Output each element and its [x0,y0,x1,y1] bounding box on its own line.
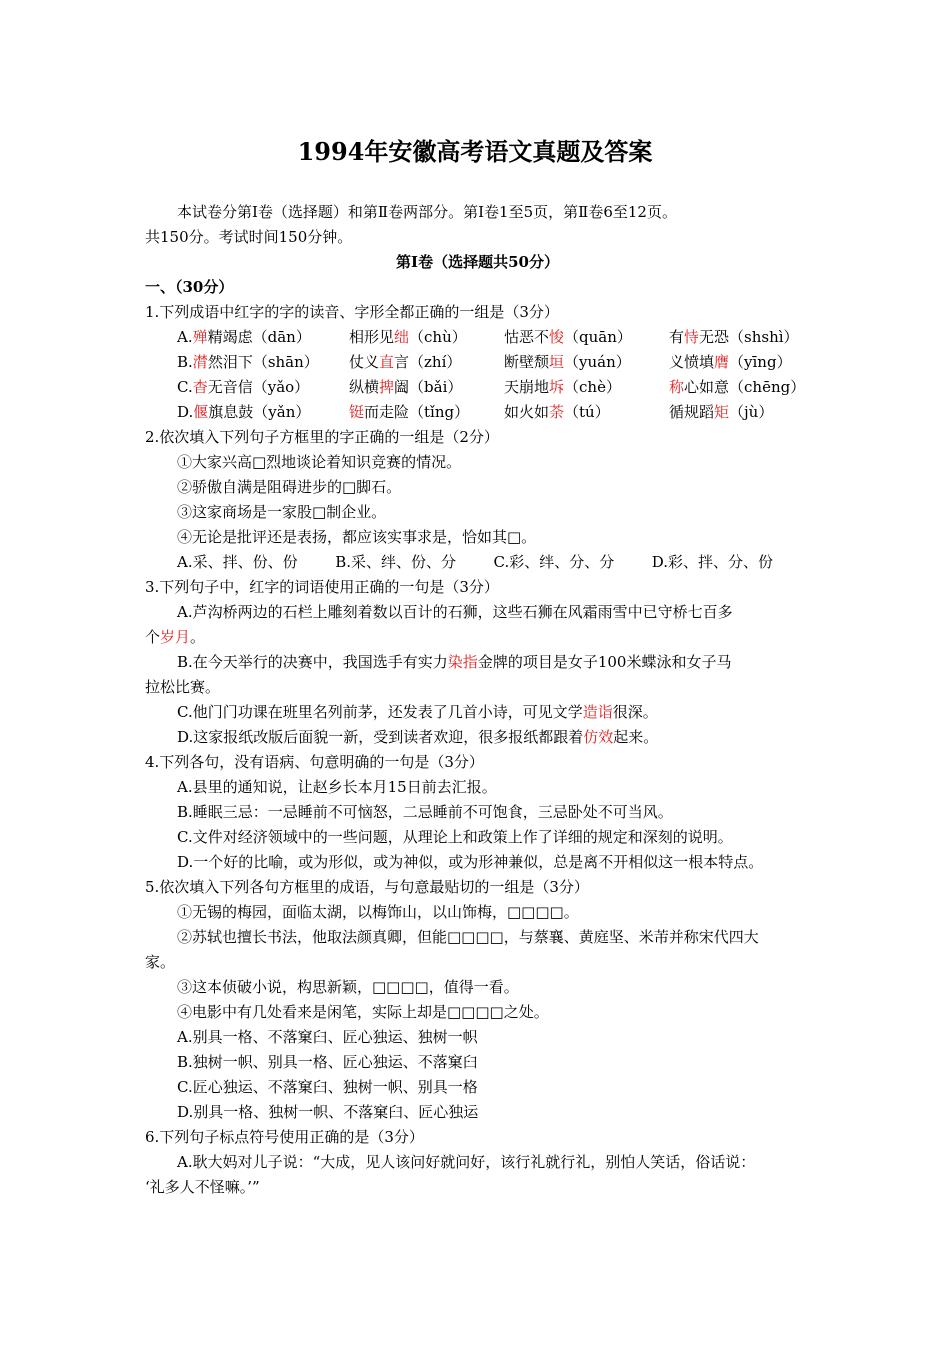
highlight-char: 潸 [192,353,208,371]
q1-options [145,325,810,425]
highlight-char: 捭 [379,378,395,396]
q1-idiom: C.杳无音信（yǎo） [177,378,310,396]
intro-line-1: 本试卷分第Ⅰ卷（选择题）和第Ⅱ卷两部分。第Ⅰ卷1至5页，第Ⅱ卷6至12页。 [177,203,677,221]
q2-choice-b: B.采、绊、份、分 [335,553,457,571]
q1-idiom: 循规蹈矩（jù） [669,403,774,421]
q5-sentence-4: ④电影中有几处看来是闲笔，实际上却是□□□□之处。 [177,1003,549,1021]
q2-choices [145,550,810,575]
highlight-char: 杳 [192,378,208,396]
q1-option-row [145,400,810,425]
section-title: 第Ⅰ卷（选择题共50分） [396,253,559,271]
q2-choice-a: A.采、拌、份、份 [177,553,298,571]
highlight-char: 恃 [684,328,700,346]
highlight-char: 绌 [394,328,410,346]
q4-option-c: C.文件对经济领域中的一些问题，从理论上和政策上作了详细的规定和深刻的说明。 [177,828,733,846]
highlight-word: 仿效 [583,728,614,746]
q5-choice-a: A.别具一格、不落窠臼、匠心独运、独树一帜 [177,1028,478,1046]
q1-idiom: A.殚精竭虑（dān） [177,328,311,346]
q1-idiom: 义愤填膺（yīng） [669,353,792,371]
q3-option-b-line1: B.在今天举行的决赛中，我国选手有实力染指金牌的项目是女子100米蝶泳和女子马 [177,653,732,671]
highlight-char: 坼 [549,378,565,396]
q6-stem: 6.下列句子标点符号使用正确的是（3分） [145,1128,424,1146]
q1-stem: 1.下列成语中红字的字的读音、字形全都正确的一组是（3分） [145,303,559,321]
highlight-word: 造诣 [582,703,613,721]
q2-item: ④无论是批评还是表扬，都应该实事求是，恰如其□。 [177,528,537,546]
q5-sentence-3: ③这本侦破小说，构思新颖，□□□□，值得一看。 [177,978,519,996]
highlight-char: 荼 [549,403,565,421]
q5-choice-b: B.独树一帜、别具一格、匠心独运、不落窠臼 [177,1053,478,1071]
highlight-char: 铤 [349,403,365,421]
q5-choice-d: D.别具一格、独树一帜、不落窠臼、匠心独运 [177,1103,479,1121]
q4-option-a: A.县里的通知说，让赵乡长本月15日前去汇报。 [177,778,497,796]
q3-option-a-line1: A.芦沟桥两边的石栏上雕刻着数以百计的石狮，这些石狮在风霜雨雪中已守桥七百多 [177,603,733,621]
q5-sentence-1: ①无锡的梅园，面临太湖，以梅饰山，以山饰梅，□□□□。 [177,903,579,921]
q1-idiom: 纵横捭阖（bǎi） [349,378,463,396]
highlight-char: 称 [669,378,685,396]
q2-item: ①大家兴高□烈地谈论着知识竞赛的情况。 [177,453,462,471]
q1-option-row [145,325,810,350]
q2-item: ③这家商场是一家股□制企业。 [177,503,387,521]
q6-option-a-line2: ‘礼多人不怪嘛。’” [145,1178,260,1196]
q2-item: ②骄傲自满是阻碍进步的□脚石。 [177,478,402,496]
q3-option-a-line2: 个岁月。 [145,628,206,646]
q2-choice-c: C.彩、绊、分、分 [493,553,615,571]
q1-option-row [145,375,810,400]
q1-idiom: 如火如荼（tú） [504,403,610,421]
q1-option-row [145,350,810,375]
part-one-heading: 一、（30分） [145,278,234,296]
q4-option-b: B.睡眠三忌：一忌睡前不可恼怒，二忌睡前不可饱食，三忌卧处不可当风。 [177,803,673,821]
highlight-char: 矩 [714,403,730,421]
q3-option-c: C.他门门功课在班里名列前茅，还发表了几首小诗，可见文学造诣很深。 [177,703,658,721]
highlight-char: 殚 [192,328,208,346]
q5-sentence-2-line1: ②苏轼也擅长书法，他取法颜真卿，但能□□□□，与蔡襄、黄庭坚、米芾并称宋代四大 [177,928,759,946]
highlight-char: 膺 [714,353,730,371]
q4-stem: 4.下列各句，没有语病、句意明确的一句是（3分） [145,753,484,771]
q1-idiom: 铤而走险（tǐng） [349,403,470,421]
q1-idiom: 怙恶不悛（quān） [504,328,632,346]
highlight-char: 直 [379,353,395,371]
q1-idiom: B.潸然泪下（shān） [177,353,319,371]
intro-line-2: 共150分。考试时间150分钟。 [145,228,353,246]
q1-idiom: D.偃旗息鼓（yǎn） [177,403,311,421]
highlight-char: 偃 [193,403,209,421]
document-body [145,200,810,1200]
highlight-char: 悛 [549,328,565,346]
q6-option-a-line1: A.耿大妈对儿子说：“大成，见人该问好就问好，该行礼就行礼，别怕人笑话，俗话说： [177,1153,756,1171]
q1-idiom: 天崩地坼（chè） [504,378,621,396]
q5-choice-c: C.匠心独运、不落窠臼、独树一帜、别具一格 [177,1078,478,1096]
q3-stem: 3.下列句子中，红字的词语使用正确的一句是（3分） [145,578,499,596]
q3-option-b-line2: 拉松比赛。 [145,678,221,696]
highlight-word: 染指 [447,653,478,671]
highlight-char: 垣 [549,353,565,371]
q5-sentence-2-line2: 家。 [145,953,176,971]
q3-option-d: D.这家报纸改版后面貌一新，受到读者欢迎，很多报纸都跟着仿效起来。 [177,728,659,746]
q1-idiom: 有恃无恐（shshì） [669,328,799,346]
q1-idiom: 相形见绌（chù） [349,328,467,346]
q1-idiom: 称心如意（chēng） [669,378,806,396]
q4-option-d: D.一个好的比喻，或为形似，或为神似，或为形神兼似，总是离不开相似这一根本特点。 [177,853,764,871]
q2-stem: 2.依次填入下列句子方框里的字正确的一组是（2分） [145,428,499,446]
q1-idiom: 断壁颓垣（yuán） [504,353,631,371]
q2-choice-d: D.彩、拌、分、份 [651,553,774,571]
q5-stem: 5.依次填入下列各句方框里的成语，与句意最贴切的一组是（3分） [145,878,589,896]
highlight-word: 岁月 [160,628,191,646]
page-title: 1994年安徽高考语文真题及答案 [297,137,653,166]
q1-idiom: 仗义直言（zhí） [349,353,462,371]
